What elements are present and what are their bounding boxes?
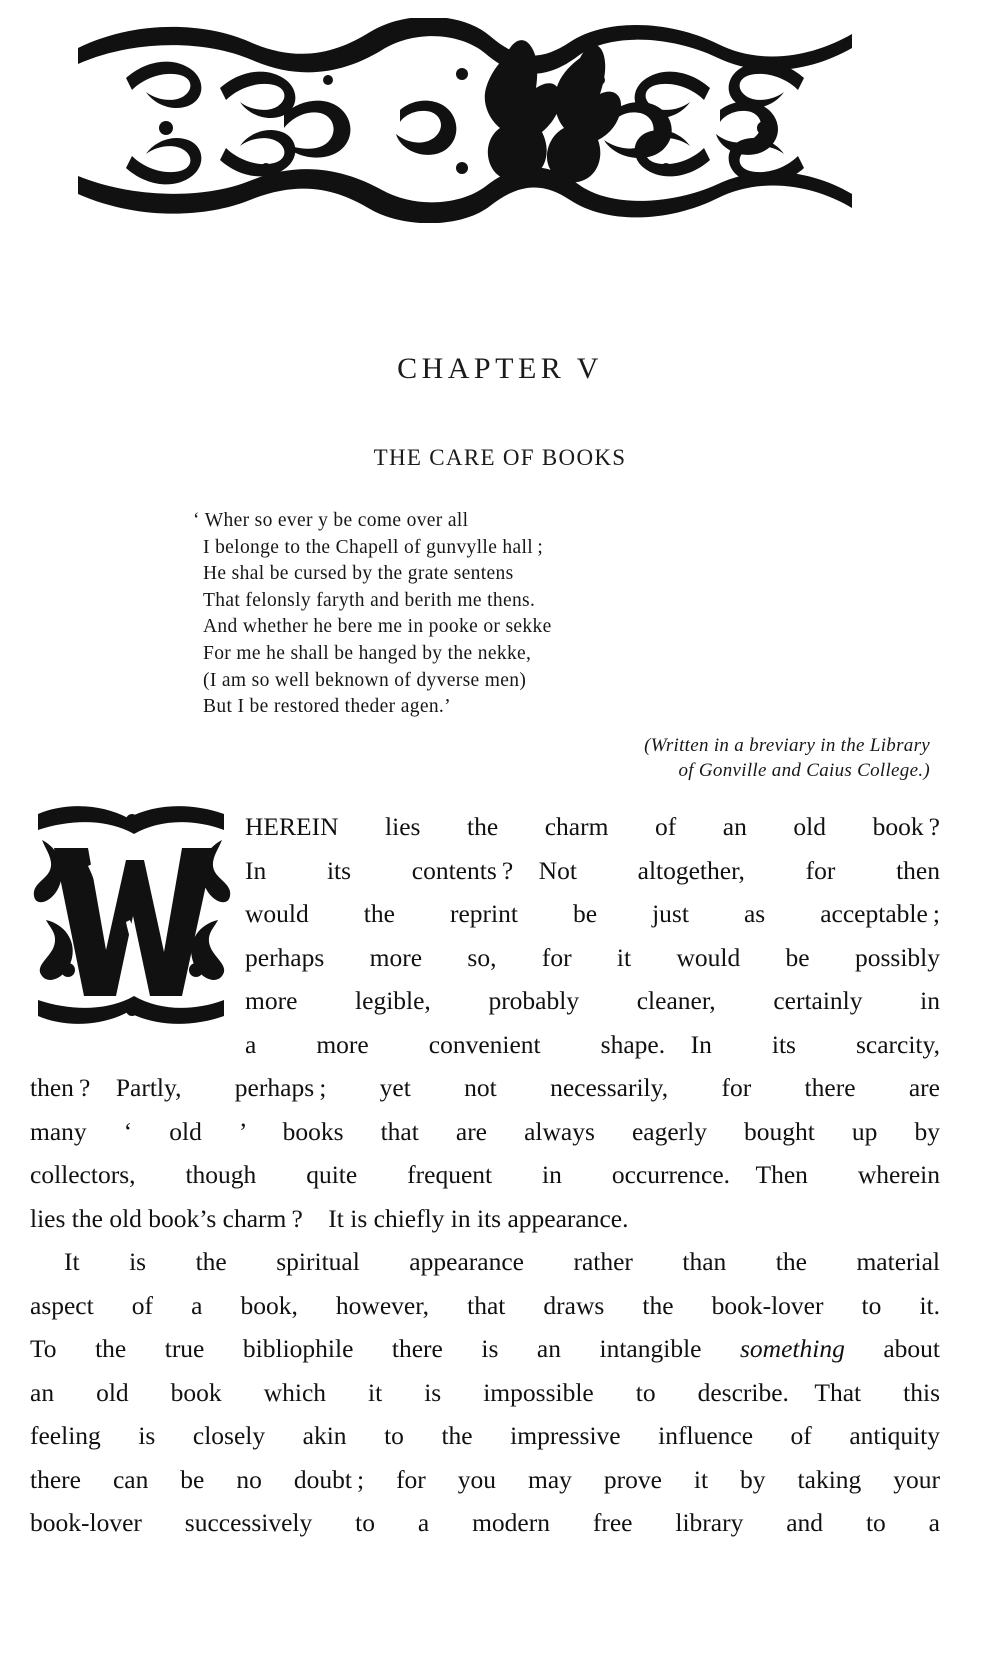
epigraph-verse (193, 508, 823, 721)
epigraph-attribution (300, 733, 930, 783)
verse-line: I belonge to the Chapell of gunvylle hall ; (203, 536, 544, 558)
text-line: a more convenient shape. In its scarcity, (245, 1029, 940, 1059)
text-line: book-lover successively to a modern free library and to a (30, 1508, 940, 1537)
text-line: aspect of a book, however, that draws the book-lover to it. (30, 1290, 940, 1320)
body-text (30, 805, 940, 1545)
decorative-headpiece-ornament (70, 18, 860, 223)
text-line: To the true bibliophile there is an intangible something about (30, 1334, 940, 1363)
text-line: many ‘ old ’ books that are always eagerly bought up by (30, 1116, 940, 1146)
paragraph-first-indented-block (245, 805, 940, 1066)
attribution-line: (Written in a breviary in the Library (644, 735, 930, 756)
text-line: HEREIN lies the charm of an old book ? (245, 812, 940, 841)
text-line: collectors, though quite frequent in occurrence. Then wherein (30, 1160, 940, 1189)
text-line: an old book which it is impossible to describe. That this (30, 1377, 940, 1407)
text-line: would the reprint be just as acceptable ; (245, 899, 940, 928)
text-line: then ? Partly, perhaps ; yet not necessarily, for there are (30, 1073, 940, 1102)
paragraph-first-continuation (30, 1066, 940, 1240)
text-line (30, 1240, 940, 1284)
verse-line: And whether he bere me in pooke or sekke (203, 616, 552, 638)
verse-line: That felonsly faryth and berith me thens. (203, 589, 536, 611)
text-line: In its contents ? Not altogether, for then (245, 855, 940, 885)
text-line: feeling is closely akin to the impressive influence of antiquity (30, 1421, 940, 1450)
emphasised-word: something (740, 1334, 845, 1363)
verse-line: For me he shall be hanged by the nekke, (203, 642, 532, 664)
verse-line: But I be restored theder agen.’ (203, 696, 452, 718)
text-line: lies the old book’s charm ? It is chiefly in its appearance. (30, 1203, 629, 1233)
text-line: more legible, probably cleaner, certainly in (245, 986, 940, 1015)
paragraph-second (30, 1240, 940, 1545)
verse-line: ‘ Wher so ever y be come over all (193, 510, 469, 531)
attribution-line: of Gonville and Caius College.) (678, 760, 930, 781)
text-line: there can be no doubt ; for you may prove it by taking your (30, 1464, 940, 1494)
chapter-title: CHAPTER V (397, 352, 603, 385)
text-line: perhaps more so, for it would be possibly (245, 942, 940, 972)
chapter-subtitle: THE CARE OF BOOKS (373, 445, 627, 470)
verse-line: (I am so well beknown of dyverse men) (203, 669, 527, 691)
verse-line: He shal be cursed by the grate sentens (203, 563, 514, 585)
text-line-content: It is the spiritual appearance rather than the material (64, 1247, 940, 1276)
